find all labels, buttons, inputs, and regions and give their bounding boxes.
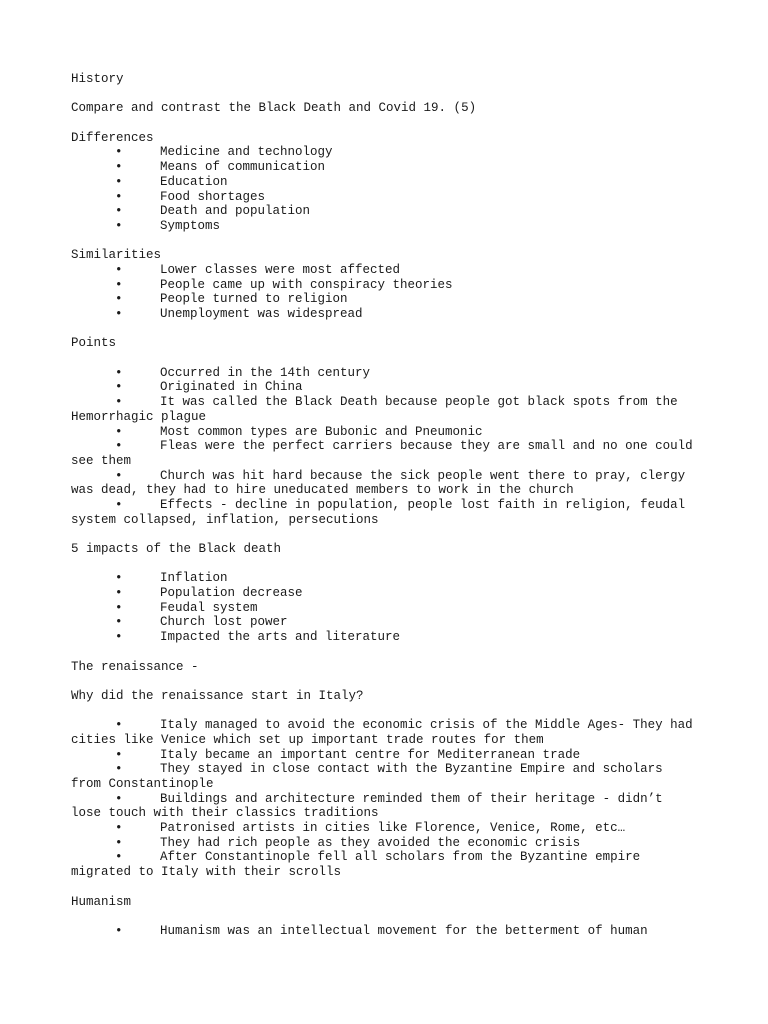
bullet-icon: •: [115, 395, 123, 410]
bullet-icon: •: [115, 600, 123, 615]
list-item-text: People turned to religion: [160, 292, 348, 307]
points-heading: Points: [71, 336, 117, 351]
list-item: [71, 292, 711, 307]
list-item: [71, 630, 711, 645]
list-item-text: Occurred in the 14th century: [160, 365, 371, 380]
spacer: [71, 351, 711, 366]
bullet-icon: •: [115, 630, 123, 645]
bullet-icon: •: [115, 160, 123, 175]
list-item: [71, 190, 711, 205]
list-item-text: Feudal system: [160, 600, 258, 615]
bullet-icon: •: [115, 189, 123, 204]
spacer: [71, 322, 711, 337]
list-item-text: After Constantinople fell all scholars from the Byzantine empire: [160, 850, 641, 865]
question-text: Compare and contrast the Black Death and Covid 19. (5): [71, 101, 477, 116]
list-item-text: They had rich people as they avoided the economic crisis: [160, 835, 581, 850]
bullet-icon: •: [115, 424, 123, 439]
why-italy-list: [71, 718, 711, 880]
list-item-text: Church lost power: [160, 615, 288, 630]
similarities-heading: Similarities: [71, 248, 162, 263]
list-item-text: Humanism was an intellectual movement for the betterment of human: [160, 923, 648, 938]
list-item-text: Church was hit hard because the sick people went there to pray, clergy: [160, 468, 686, 483]
spacer: [71, 880, 711, 895]
list-item-text: Patronised artists in cities like Florence, Venice, Rome, etc…: [160, 821, 626, 836]
list-item: [71, 498, 711, 513]
bullet-icon: •: [115, 791, 123, 806]
bullet-icon: •: [115, 571, 123, 586]
list-item-continuation: system collapsed, inflation, persecutions: [71, 512, 379, 527]
list-item-text: Means of communication: [160, 160, 326, 175]
bullet-icon: •: [115, 468, 123, 483]
bullet-icon: •: [115, 204, 123, 219]
list-item-text: Italy became an important centre for Mediterranean trade: [160, 747, 581, 762]
list-item: [71, 792, 711, 807]
list-item-text: Food shortages: [160, 189, 266, 204]
bullet-icon: •: [115, 277, 123, 292]
list-item: [71, 748, 711, 763]
list-item: [71, 821, 711, 836]
list-item: [71, 219, 711, 234]
list-item-text: Originated in China: [160, 380, 303, 395]
list-item-text: Medicine and technology: [160, 145, 333, 160]
list-item: [71, 924, 711, 939]
list-item: [71, 160, 711, 175]
why-italy-heading: Why did the renaissance start in Italy?: [71, 688, 364, 703]
list-item: [71, 439, 711, 454]
bullet-icon: •: [115, 850, 123, 865]
list-item-text: Education: [160, 174, 228, 189]
bullet-icon: •: [115, 718, 123, 733]
list-item: [71, 145, 711, 160]
humanism-heading: Humanism: [71, 894, 132, 909]
bullet-icon: •: [115, 762, 123, 777]
spacer: [71, 674, 711, 689]
list-item: [71, 278, 711, 293]
bullet-icon: •: [115, 923, 123, 938]
list-item-continuation: Hemorrhagic plague: [71, 409, 207, 424]
spacer: [71, 527, 711, 542]
differences-heading: Differences: [71, 130, 154, 145]
list-item: [71, 762, 711, 777]
list-item: [71, 395, 711, 410]
humanism-list: [71, 924, 711, 939]
list-item-text: They stayed in close contact with the Byzantine Empire and scholars: [160, 762, 663, 777]
list-item-continuation: lose touch with their classics traditions: [71, 806, 379, 821]
list-item-continuation: cities like Venice which set up important trade routes for them: [71, 732, 544, 747]
list-item-text: It was called the Black Death because people got black spots from the: [160, 395, 678, 410]
bullet-icon: •: [115, 439, 123, 454]
list-item-text: Inflation: [160, 571, 228, 586]
bullet-icon: •: [115, 365, 123, 380]
list-item-continuation: was dead, they had to hire uneducated members to work in the church: [71, 483, 574, 498]
spacer: [71, 116, 711, 131]
differences-list: [71, 145, 711, 233]
list-item: [71, 615, 711, 630]
list-item-text: Impacted the arts and literature: [160, 630, 401, 645]
list-item-continuation: from Constantinople: [71, 777, 214, 791]
bullet-icon: •: [115, 174, 123, 189]
list-item-text: Effects - decline in population, people lost faith in religion, feudal: [160, 497, 686, 512]
spacer: [71, 909, 711, 924]
bullet-icon: •: [115, 586, 123, 601]
list-item: [71, 836, 711, 851]
list-item-text: People came up with conspiracy theories: [160, 277, 453, 292]
bullet-icon: •: [115, 262, 123, 277]
list-item-text: Death and population: [160, 204, 311, 219]
bullet-icon: •: [115, 218, 123, 233]
list-item: [71, 571, 711, 586]
list-item-text: Most common types are Bubonic and Pneumonic: [160, 424, 483, 439]
bullet-icon: •: [115, 307, 123, 321]
list-item-text: Lower classes were most affected: [160, 262, 401, 277]
renaissance-heading: The renaissance -: [71, 659, 199, 674]
list-item: [71, 601, 711, 616]
spacer: [71, 704, 711, 719]
list-item: [71, 380, 711, 395]
list-item-continuation: migrated to Italy with their scrolls: [71, 865, 342, 880]
bullet-icon: •: [115, 821, 123, 836]
bullet-icon: •: [115, 292, 123, 307]
list-item: [71, 263, 711, 278]
list-item: [71, 850, 711, 865]
document-page: [71, 72, 711, 939]
bullet-icon: •: [115, 145, 123, 160]
list-item-text: Population decrease: [160, 586, 303, 601]
spacer: [71, 234, 711, 249]
bullet-icon: •: [115, 835, 123, 850]
list-item-text: Italy managed to avoid the economic crisis of the Middle Ages- They had: [160, 718, 693, 733]
impacts-heading: 5 impacts of the Black death: [71, 542, 282, 556]
list-item: [71, 175, 711, 190]
similarities-list: [71, 263, 711, 322]
bullet-icon: •: [115, 380, 123, 395]
list-item-text: Unemployment was widespread: [160, 307, 363, 321]
list-item: [71, 718, 711, 733]
list-item: [71, 307, 711, 322]
list-item-continuation: see them: [71, 453, 132, 468]
list-item: [71, 425, 711, 440]
points-list: [71, 366, 711, 528]
spacer: [71, 557, 711, 572]
spacer: [71, 87, 711, 102]
spacer: [71, 645, 711, 660]
bullet-icon: •: [115, 497, 123, 512]
list-item: [71, 204, 711, 219]
impacts-list: [71, 571, 711, 644]
list-item: [71, 366, 711, 381]
list-item-text: Symptoms: [160, 218, 221, 233]
list-item-text: Buildings and architecture reminded them of their heritage - didn’t: [160, 791, 663, 806]
bullet-icon: •: [115, 615, 123, 630]
list-item: [71, 586, 711, 601]
list-item-text: Fleas were the perfect carriers because they are small and no one could: [160, 439, 693, 454]
bullet-icon: •: [115, 747, 123, 762]
list-item: [71, 469, 711, 484]
doc-title: History: [71, 72, 124, 86]
